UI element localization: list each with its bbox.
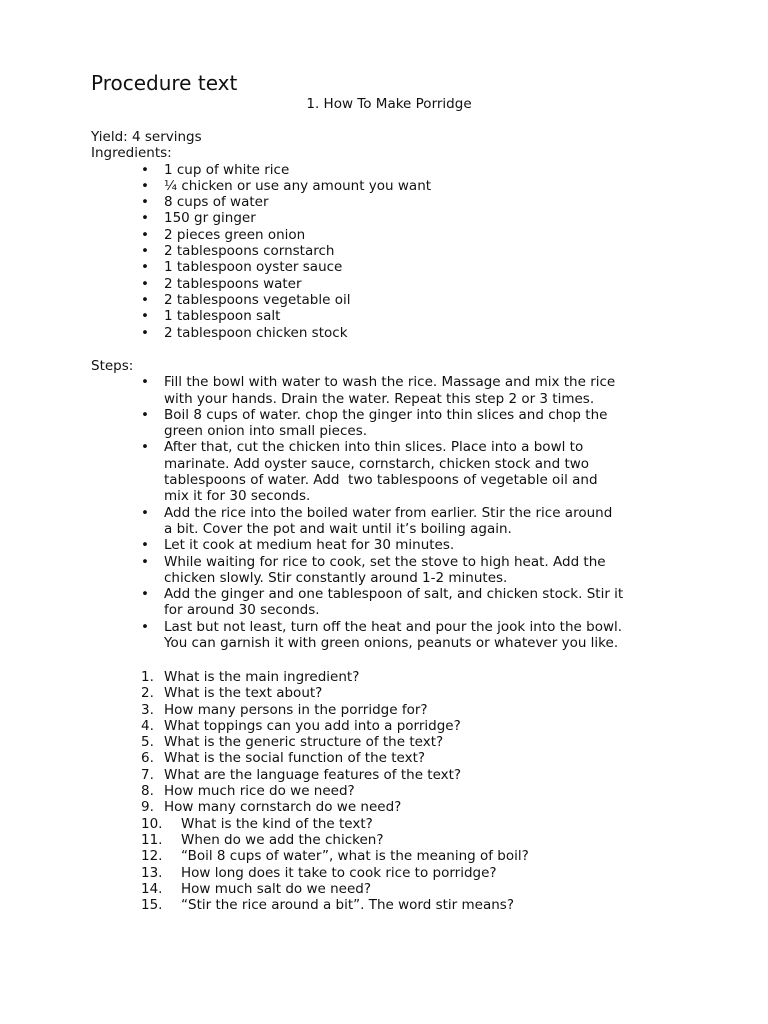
question-item [91,669,691,685]
questions-section [91,669,691,913]
step-text-line: marinate. Add oyster sauce, cornstarch, chicken stock and two [164,455,590,472]
bullet-icon: • [141,226,149,243]
ingredient-item [91,178,691,194]
step-text-line: with your hands. Drain the water. Repeat this step 2 or 3 times. [164,390,595,407]
question-item [91,816,691,832]
bullet-icon: • [141,243,149,260]
bullet-icon: • [141,194,149,211]
ingredient-item [91,162,691,178]
step-text-line: for around 30 seconds. [164,602,320,619]
question-number: 12. [141,848,163,865]
questions-list [91,669,691,913]
question-item [91,897,691,913]
ingredient-text: 2 tablespoons vegetable oil [164,291,351,308]
question-text: How much salt do we need? [181,880,372,897]
question-number: 9. [141,799,154,816]
step-text-line: Let it cook at medium heat for 30 minutes. [164,537,455,554]
bullet-icon: • [141,406,149,423]
bullet-icon: • [141,210,149,227]
question-text: When do we add the chicken? [181,831,384,848]
step-text-line: You can garnish it with green onions, peanuts or whatever you like. [164,635,619,652]
question-number: 5. [141,734,154,751]
question-number: 13. [141,864,163,881]
question-number: 8. [141,783,154,800]
question-text: “Boil 8 cups of water”, what is the meaning of boil? [181,848,529,865]
question-number: 1. [141,669,154,685]
bullet-icon: • [141,308,149,325]
question-text: What is the kind of the text? [181,815,373,832]
step-text-line: chicken slowly. Stir constantly around 1-2 minutes. [164,569,508,586]
bullet-icon: • [141,618,149,635]
question-item [91,750,691,766]
ingredient-item [91,243,691,259]
question-number: 3. [141,701,154,718]
step-item [91,374,691,407]
bullet-icon: • [141,291,149,308]
ingredients-section [91,129,691,341]
question-text: What is the main ingredient? [164,669,360,685]
question-item [91,718,691,734]
question-item [91,702,691,718]
step-item [91,537,691,553]
step-text-line: While waiting for rice to cook, set the stove to high heat. Add the [164,553,606,570]
yield-text: Yield: 4 servings [91,129,202,145]
ingredient-item [91,325,691,341]
ingredient-item [91,276,691,292]
question-text: How many persons in the porridge for? [164,701,428,718]
bullet-icon: • [141,259,149,276]
bullet-icon: • [141,374,149,391]
ingredient-text: 1 cup of white rice [164,161,290,178]
ingredient-text: 150 gr ginger [164,210,256,227]
bullet-icon: • [141,504,149,521]
question-number: 11. [141,831,163,848]
question-item [91,783,691,799]
question-text: “Stir the rice around a bit”. The word stir means? [181,897,515,914]
question-text: How long does it take to cook rice to porridge? [181,864,497,881]
question-item [91,848,691,864]
ingredient-text: 2 tablespoon chicken stock [164,324,348,341]
question-number: 10. [141,815,163,832]
question-item [91,799,691,815]
step-text-line: green onion into small pieces. [164,423,368,440]
step-item [91,619,691,652]
question-item [91,881,691,897]
question-text: What is the generic structure of the text? [164,734,444,751]
question-text: How many cornstarch do we need? [164,799,402,816]
bullet-icon: • [141,275,149,292]
question-item [91,832,691,848]
ingredients-label: Ingredients: [91,145,172,162]
ingredient-text: 1 tablespoon salt [164,308,281,325]
recipe-title [0,96,768,113]
ingredients-list [91,162,691,341]
question-text: What toppings can you add into a porridge? [164,717,461,734]
step-item [91,439,691,504]
ingredient-text: 2 pieces green onion [164,226,306,243]
bullet-icon: • [141,161,149,178]
ingredient-item [91,227,691,243]
steps-section [91,358,691,651]
step-text-line: mix it for 30 seconds. [164,488,311,505]
steps-label: Steps: [91,358,134,374]
step-text-line: Last but not least, turn off the heat and pour the jook into the bowl. [164,618,623,635]
question-number: 2. [141,685,154,702]
question-item [91,767,691,783]
ingredient-text: 2 tablespoons cornstarch [164,243,335,260]
step-item [91,586,691,619]
question-item [91,865,691,881]
step-text-line: tablespoons of water. Add two tablespoons of vegetable oil and [164,472,598,489]
steps-list [91,374,691,651]
bullet-icon: • [141,324,149,341]
step-text-line: Add the ginger and one tablespoon of salt, and chicken stock. Stir it [164,586,624,603]
ingredient-item [91,292,691,308]
ingredient-item [91,308,691,324]
question-text: What is the text about? [164,685,323,702]
question-text: What are the language features of the text? [164,766,462,783]
step-text-line: a bit. Cover the pot and wait until it’s boiling again. [164,520,512,537]
question-number: 15. [141,897,163,914]
question-number: 14. [141,880,163,897]
ingredient-item [91,210,691,226]
ingredient-item [91,259,691,275]
ingredient-text: 2 tablespoons water [164,275,302,292]
question-text: How much rice do we need? [164,783,355,800]
step-text-line: Boil 8 cups of water. chop the ginger into thin slices and chop the [164,406,608,423]
recipe-title-text: 1. How To Make Porridge [306,96,472,112]
question-text: What is the social function of the text? [164,750,426,767]
step-text-line: After that, cut the chicken into thin slices. Place into a bowl to [164,439,584,456]
question-number: 7. [141,766,154,783]
ingredient-item [91,194,691,210]
step-item [91,407,691,440]
question-number: 4. [141,717,154,734]
question-item [91,734,691,750]
step-text-line: Add the rice into the boiled water from earlier. Stir the rice around [164,504,613,521]
ingredient-text: ¼ chicken or use any amount you want [164,177,432,194]
bullet-icon: • [141,537,149,554]
step-item [91,554,691,587]
step-text-line: Fill the bowl with water to wash the rice. Massage and mix the rice [164,374,616,391]
ingredient-text: 1 tablespoon oyster sauce [164,259,343,276]
question-number: 6. [141,750,154,767]
bullet-icon: • [141,439,149,456]
step-item [91,505,691,538]
ingredient-text: 8 cups of water [164,194,269,211]
bullet-icon: • [141,586,149,603]
bullet-icon: • [141,177,149,194]
question-item [91,685,691,701]
bullet-icon: • [141,553,149,570]
page-title: Procedure text [91,71,238,95]
